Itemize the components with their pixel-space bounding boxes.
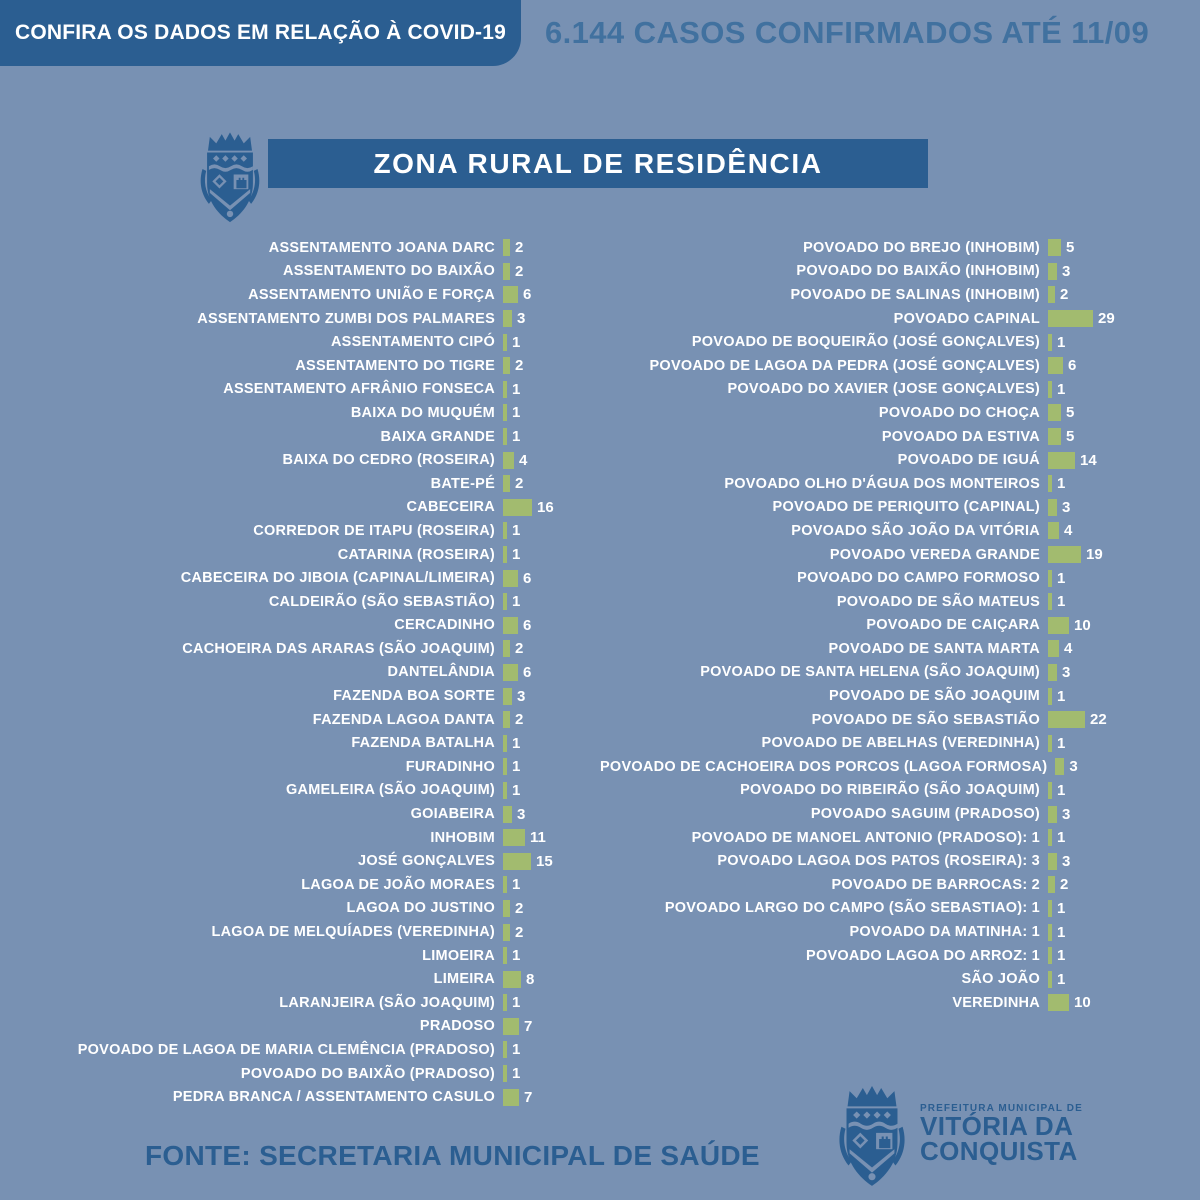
value-label: 1 — [512, 522, 521, 540]
chart-row — [55, 637, 600, 661]
chart-row — [600, 354, 1180, 378]
location-label: ASSENTAMENTO DO BAIXÃO — [282, 263, 495, 280]
value-label: 1 — [1057, 829, 1066, 847]
chart-row — [55, 566, 600, 590]
chart-row — [600, 236, 1180, 260]
location-label: ASSENTAMENTO UNIÃO E FORÇA — [248, 286, 495, 303]
chart-row — [600, 496, 1180, 520]
value-label: 7 — [524, 1088, 533, 1106]
location-label: POVOADO DE BOQUEIRÃO (JOSÉ GONÇALVES) — [691, 334, 1040, 351]
location-label: POVOADO SÃO JOÃO DA VITÓRIA — [791, 522, 1040, 539]
location-label: GOIABEIRA — [410, 806, 495, 823]
value-label: 4 — [1064, 640, 1073, 658]
chart-row — [55, 802, 600, 826]
location-label: LIMEIRA — [433, 971, 495, 988]
location-label: LIMOEIRA — [422, 947, 495, 964]
value-bar — [503, 688, 512, 705]
value-bar — [503, 853, 531, 870]
chart-row — [600, 967, 1180, 991]
value-label: 1 — [512, 994, 521, 1012]
location-label: POVOADO DE CAIÇARA — [866, 617, 1040, 634]
chart-row — [55, 260, 600, 284]
value-label: 1 — [512, 546, 521, 564]
chart-row — [55, 590, 600, 614]
value-label: 1 — [1057, 923, 1066, 941]
location-label: POVOADO DA ESTIVA — [881, 428, 1040, 445]
location-label: ASSENTAMENTO ZUMBI DOS PALMARES — [197, 310, 495, 327]
value-label: 1 — [512, 380, 521, 398]
location-label: CORREDOR DE ITAPU (ROSEIRA) — [253, 522, 495, 539]
value-label: 1 — [512, 734, 521, 752]
chart-row — [55, 496, 600, 520]
chart-row — [600, 425, 1180, 449]
chart-row — [600, 307, 1180, 331]
value-label: 1 — [512, 947, 521, 965]
location-label: POVOADO DE SANTA HELENA (SÃO JOAQUIM) — [700, 664, 1040, 681]
location-label: FAZENDA BOA SORTE — [333, 688, 495, 705]
chart-row — [55, 967, 600, 991]
value-label: 10 — [1074, 994, 1091, 1012]
value-bar — [1048, 357, 1063, 374]
value-bar — [1048, 522, 1059, 539]
chart-row — [55, 920, 600, 944]
location-label: POVOADO LAGOA DOS PATOS (ROSEIRA): 3 — [717, 853, 1040, 870]
value-label: 1 — [512, 1065, 521, 1083]
chart-row — [55, 283, 600, 307]
location-label: POVOADO DE ABELHAS (VEREDINHA) — [761, 735, 1040, 752]
value-bar — [1048, 310, 1093, 327]
value-label: 19 — [1086, 546, 1103, 564]
value-bar — [1048, 971, 1052, 988]
value-label: 1 — [1057, 593, 1066, 611]
value-label: 8 — [526, 970, 535, 988]
value-bar — [503, 286, 518, 303]
value-bar — [503, 735, 507, 752]
value-bar — [503, 570, 518, 587]
location-label: POVOADO DO CHOÇA — [878, 404, 1040, 421]
value-bar — [503, 782, 507, 799]
value-bar — [1048, 924, 1052, 941]
location-label: BAIXA DO CEDRO (ROSEIRA) — [282, 452, 495, 469]
location-label: CALDEIRÃO (SÃO SEBASTIÃO) — [268, 593, 495, 610]
chart-row — [55, 401, 600, 425]
chart-row — [600, 330, 1180, 354]
location-label: BAIXA GRANDE — [380, 428, 495, 445]
chart-row — [55, 1062, 600, 1086]
location-label: POVOADO DE IGUÁ — [897, 452, 1040, 469]
value-bar — [1055, 758, 1064, 775]
value-label: 2 — [515, 640, 524, 658]
location-label: ASSENTAMENTO AFRÂNIO FONSECA — [223, 381, 495, 398]
chart-row — [55, 684, 600, 708]
value-label: 1 — [512, 876, 521, 894]
chart-row — [55, 543, 600, 567]
value-bar — [1048, 452, 1075, 469]
chart-row — [55, 614, 600, 638]
location-label: LAGOA DO JUSTINO — [346, 900, 495, 917]
location-label: POVOADO DE BARROCAS: 2 — [831, 876, 1040, 893]
value-bar — [1048, 688, 1052, 705]
chart-row — [55, 448, 600, 472]
value-bar — [1048, 475, 1052, 492]
value-label: 3 — [1069, 758, 1078, 776]
location-label: POVOADO CAPINAL — [893, 310, 1040, 327]
chart-row — [55, 354, 600, 378]
logo-caption-line1: VITÓRIA DA — [920, 1111, 1074, 1141]
value-bar — [503, 428, 507, 445]
value-bar — [503, 664, 518, 681]
value-label: 2 — [515, 475, 524, 493]
value-bar — [503, 806, 512, 823]
value-label: 10 — [1074, 616, 1091, 634]
value-bar — [503, 522, 507, 539]
location-label: POVOADO DE SANTA MARTA — [828, 640, 1040, 657]
value-bar — [1048, 546, 1081, 563]
value-bar — [1048, 499, 1057, 516]
chart-row — [600, 779, 1180, 803]
chart-row — [55, 755, 600, 779]
chart-row — [600, 849, 1180, 873]
value-bar — [1048, 664, 1057, 681]
location-label: POVOADO DE SALINAS (INHOBIM) — [790, 286, 1040, 303]
city-crest-icon — [834, 1086, 910, 1192]
confirmed-cases-text — [545, 0, 1149, 66]
location-label: CABECEIRA DO JIBOIA (CAPINAL/LIMEIRA) — [180, 570, 495, 587]
value-label: 1 — [1057, 899, 1066, 917]
value-bar — [503, 381, 507, 398]
chart-row — [600, 378, 1180, 402]
value-label: 15 — [536, 852, 553, 870]
value-bar — [1048, 806, 1057, 823]
chart-row — [55, 1015, 600, 1039]
location-label: POVOADO DO BREJO (INHOBIM) — [803, 239, 1040, 256]
value-label: 2 — [1060, 876, 1069, 894]
value-label: 3 — [1062, 262, 1071, 280]
value-label: 2 — [515, 711, 524, 729]
value-label: 1 — [1057, 687, 1066, 705]
value-label: 3 — [1062, 805, 1071, 823]
chart-row — [600, 519, 1180, 543]
location-label: INHOBIM — [430, 829, 495, 846]
location-label: POVOADO DA MATINHA: 1 — [849, 924, 1040, 941]
chart-row — [55, 330, 600, 354]
value-bar — [1048, 334, 1052, 351]
city-crest-icon — [197, 130, 263, 230]
chart-row — [55, 1085, 600, 1109]
value-bar — [1048, 404, 1061, 421]
location-label: FURADINHO — [405, 758, 495, 775]
chart-row — [55, 991, 600, 1015]
value-label: 3 — [1062, 852, 1071, 870]
chart-row — [600, 260, 1180, 284]
location-label: POVOADO DE LAGOA DE MARIA CLEMÊNCIA (PRADOSO) — [77, 1041, 495, 1058]
value-bar — [503, 310, 512, 327]
location-label: POVOADO VEREDA GRANDE — [829, 546, 1040, 563]
chart-row — [600, 802, 1180, 826]
value-bar — [503, 994, 507, 1011]
value-label: 5 — [1066, 428, 1075, 446]
chart-row — [600, 731, 1180, 755]
chart-row — [600, 448, 1180, 472]
chart-row — [55, 708, 600, 732]
value-bar — [503, 829, 525, 846]
chart-row — [600, 755, 1180, 779]
chart-row — [55, 826, 600, 850]
value-label: 29 — [1098, 310, 1115, 328]
value-bar — [1048, 735, 1052, 752]
value-label: 1 — [1057, 970, 1066, 988]
location-label: POVOADO DE SÃO SEBASTIÃO — [811, 711, 1040, 728]
value-bar — [1048, 570, 1052, 587]
chart-column-left — [55, 236, 600, 1109]
value-bar — [503, 711, 510, 728]
value-bar — [503, 499, 532, 516]
chart-row — [600, 920, 1180, 944]
value-bar — [503, 617, 518, 634]
value-label: 1 — [1057, 947, 1066, 965]
value-label: 1 — [1057, 380, 1066, 398]
page-title-label: ZONA RURAL DE RESIDÊNCIA — [373, 147, 823, 179]
location-label: POVOADO OLHO D'ÁGUA DOS MONTEIROS — [724, 475, 1040, 492]
value-label: 5 — [1066, 404, 1075, 422]
value-label: 2 — [515, 239, 524, 257]
location-label: FAZENDA BATALHA — [351, 735, 495, 752]
confirmed-cases-label: 6.144 CASOS CONFIRMADOS ATÉ 11/09 — [545, 15, 1150, 50]
value-label: 16 — [537, 498, 554, 516]
value-label: 1 — [1057, 781, 1066, 799]
location-label: POVOADO DO RIBEIRÃO (SÃO JOAQUIM) — [740, 782, 1040, 799]
value-label: 1 — [1057, 569, 1066, 587]
value-bar — [503, 1041, 507, 1058]
location-label: POVOADO DE SÃO JOAQUIM — [829, 688, 1040, 705]
location-label: POVOADO SAGUIM (PRADOSO) — [810, 806, 1040, 823]
location-label: LAGOA DE MELQUÍADES (VEREDINHA) — [211, 924, 495, 941]
chart-column-right — [600, 236, 1180, 1015]
value-bar — [1048, 853, 1057, 870]
value-bar — [503, 876, 507, 893]
value-label: 1 — [512, 428, 521, 446]
location-label: POVOADO DE LAGOA DA PEDRA (JOSÉ GONÇALVES) — [649, 357, 1040, 374]
location-label: ASSENTAMENTO DO TIGRE — [295, 357, 495, 374]
value-label: 7 — [524, 1017, 533, 1035]
value-label: 1 — [512, 404, 521, 422]
chart-row — [55, 849, 600, 873]
value-label: 1 — [512, 593, 521, 611]
value-bar — [503, 1018, 519, 1035]
value-label: 6 — [523, 663, 532, 681]
value-label: 14 — [1080, 451, 1097, 469]
value-bar — [503, 593, 507, 610]
logo-caption-line2: CONQUISTA — [920, 1135, 1078, 1166]
header-banner-label: CONFIRA OS DADOS EM RELAÇÃO À COVID-19 — [14, 21, 507, 44]
location-label: VEREDINHA — [952, 994, 1040, 1011]
value-label: 11 — [530, 829, 546, 847]
chart-row — [55, 897, 600, 921]
chart-row — [600, 401, 1180, 425]
chart-row — [600, 566, 1180, 590]
value-label: 1 — [1057, 475, 1066, 493]
value-bar — [1048, 900, 1052, 917]
value-label: 6 — [1068, 357, 1077, 375]
chart-row — [55, 307, 600, 331]
value-label: 3 — [517, 310, 526, 328]
value-bar — [1048, 239, 1061, 256]
location-label: PRADOSO — [419, 1018, 495, 1035]
location-label: POVOADO LAGOA DO ARROZ: 1 — [806, 947, 1040, 964]
location-label: ASSENTAMENTO CIPÓ — [330, 334, 495, 351]
value-bar — [503, 239, 510, 256]
location-label: POVOADO DO BAIXÃO (PRADOSO) — [240, 1065, 495, 1082]
page-title — [268, 139, 928, 188]
value-bar — [1048, 829, 1052, 846]
chart-row — [600, 684, 1180, 708]
location-label: DANTELÂNDIA — [387, 664, 495, 681]
value-label: 4 — [1064, 522, 1073, 540]
location-label: LAGOA DE JOÃO MORAES — [301, 876, 495, 893]
header-banner — [0, 0, 521, 66]
value-bar — [503, 924, 510, 941]
location-label: GAMELEIRA (SÃO JOAQUIM) — [285, 782, 495, 799]
value-label: 1 — [512, 1041, 521, 1059]
chart-row — [55, 944, 600, 968]
chart-row — [55, 472, 600, 496]
value-bar — [1048, 593, 1052, 610]
value-bar — [503, 971, 521, 988]
location-label: CABECEIRA — [406, 499, 495, 516]
value-bar — [1048, 711, 1085, 728]
value-label: 4 — [519, 451, 528, 469]
value-label: 2 — [515, 923, 524, 941]
location-label: FAZENDA LAGOA DANTA — [312, 711, 495, 728]
chart-row — [600, 897, 1180, 921]
location-label: POVOADO DE MANOEL ANTONIO (PRADOSO): 1 — [691, 829, 1040, 846]
location-label: PEDRA BRANCA / ASSENTAMENTO CASULO — [172, 1089, 495, 1106]
value-bar — [1048, 286, 1055, 303]
location-label: BATE-PÉ — [430, 475, 495, 492]
value-bar — [503, 263, 510, 280]
value-label: 1 — [512, 758, 521, 776]
value-bar — [503, 900, 510, 917]
value-bar — [503, 947, 507, 964]
chart-row — [55, 236, 600, 260]
value-bar — [503, 357, 510, 374]
value-bar — [503, 404, 507, 421]
chart-row — [55, 661, 600, 685]
value-bar — [1048, 428, 1061, 445]
location-label: JOSÉ GONÇALVES — [358, 853, 495, 870]
chart-row — [600, 991, 1180, 1015]
value-bar — [1048, 947, 1052, 964]
value-label: 6 — [523, 286, 532, 304]
city-hall-logo — [834, 1086, 1083, 1192]
chart-row — [600, 590, 1180, 614]
value-label: 2 — [1060, 286, 1069, 304]
chart-row — [600, 944, 1180, 968]
value-bar — [1048, 263, 1057, 280]
location-label: POVOADO DO CAMPO FORMOSO — [797, 570, 1040, 587]
source-text: FONTE: SECRETARIA MUNICIPAL DE SAÚDE — [145, 1140, 760, 1171]
value-bar — [503, 1089, 519, 1106]
location-label: CERCADINHO — [394, 617, 495, 634]
value-label: 6 — [523, 616, 532, 634]
chart-row — [55, 731, 600, 755]
chart-row — [600, 826, 1180, 850]
value-bar — [503, 758, 507, 775]
location-label: SÃO JOÃO — [961, 971, 1040, 988]
chart-row — [600, 708, 1180, 732]
value-bar — [1048, 994, 1069, 1011]
value-bar — [503, 475, 510, 492]
value-label: 2 — [515, 262, 524, 280]
value-bar — [1048, 782, 1052, 799]
logo-caption-small: PREFEITURA MUNICIPAL DE — [920, 1103, 1083, 1114]
chart-row — [600, 873, 1180, 897]
value-label: 2 — [515, 357, 524, 375]
value-bar — [503, 1065, 507, 1082]
chart-row — [600, 283, 1180, 307]
chart-row — [600, 543, 1180, 567]
value-label: 1 — [512, 781, 521, 799]
value-bar — [503, 546, 507, 563]
value-bar — [1048, 640, 1059, 657]
city-hall-logo-text — [920, 1103, 1083, 1192]
chart-row — [600, 614, 1180, 638]
value-bar — [1048, 617, 1069, 634]
value-label: 6 — [523, 569, 532, 587]
value-bar — [1048, 381, 1052, 398]
location-label: POVOADO DE CACHOEIRA DOS PORCOS (LAGOA FORMOSA) — [600, 758, 1048, 775]
value-label: 22 — [1090, 711, 1107, 729]
location-label: CATARINA (ROSEIRA) — [337, 546, 495, 563]
location-label: POVOADO DO BAIXÃO (INHOBIM) — [796, 263, 1040, 280]
chart-row — [55, 779, 600, 803]
value-bar — [503, 334, 507, 351]
value-bar — [503, 640, 510, 657]
location-label: LARANJEIRA (SÃO JOAQUIM) — [279, 994, 495, 1011]
location-label: POVOADO DE SÃO MATEUS — [836, 593, 1040, 610]
chart-row — [600, 637, 1180, 661]
value-label: 3 — [517, 805, 526, 823]
value-label: 5 — [1066, 239, 1075, 257]
chart-row — [55, 519, 600, 543]
value-label: 2 — [515, 899, 524, 917]
location-label: ASSENTAMENTO JOANA DARC — [268, 239, 495, 256]
value-label: 1 — [1057, 333, 1066, 351]
chart-row — [600, 661, 1180, 685]
location-label: BAIXA DO MUQUÉM — [350, 404, 495, 421]
value-label: 1 — [512, 333, 521, 351]
value-bar — [1048, 876, 1055, 893]
chart-row — [55, 1038, 600, 1062]
value-label: 3 — [517, 687, 526, 705]
value-label: 3 — [1062, 663, 1071, 681]
location-label: POVOADO LARGO DO CAMPO (SÃO SEBASTIAO): 1 — [664, 900, 1040, 917]
value-label: 1 — [1057, 734, 1066, 752]
chart-row — [55, 378, 600, 402]
location-label: POVOADO DO XAVIER (JOSE GONÇALVES) — [727, 381, 1040, 398]
chart-row — [55, 873, 600, 897]
chart-row — [55, 425, 600, 449]
location-label: CACHOEIRA DAS ARARAS (SÃO JOAQUIM) — [182, 640, 495, 657]
location-label: POVOADO DE PERIQUITO (CAPINAL) — [772, 499, 1040, 516]
value-label: 3 — [1062, 498, 1071, 516]
chart-row — [600, 472, 1180, 496]
value-bar — [503, 452, 514, 469]
